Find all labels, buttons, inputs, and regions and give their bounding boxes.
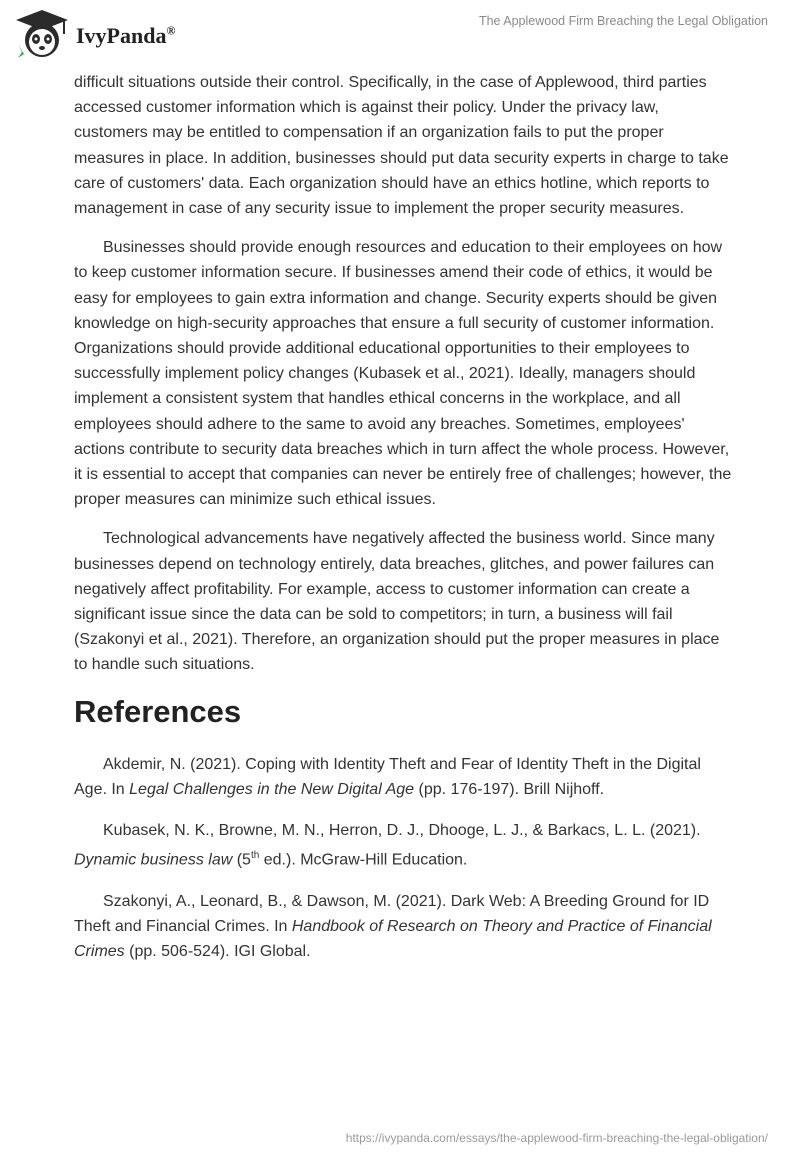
- reference-szakonyi: Szakonyi, A., Leonard, B., & Dawson, M. (2021). Dark Web: A Breeding Ground for ID Theft and Financial Crimes. In Handbook of Research on Theory and Practice of Financial Crimes (pp. 506-524). IGI Global.: [74, 892, 712, 961]
- references-heading: References: [74, 693, 242, 729]
- brand-name: IvyPanda®: [76, 23, 176, 48]
- page-header: [0, 0, 800, 70]
- paragraph-1: difficult situations outside their control. Specifically, in the case of Applewood, third parties accessed customer information which is against their policy. Under the privacy law, customers may be entitled to compensation if an organization fails to put the proper measures in place. In addition, businesses should put data security experts in charge to take care of customers' data. Each organization should have an ethics hotline, which reports to management in case of any security issue to implement the proper security measures.: [74, 74, 729, 218]
- panda-graduate-icon: [14, 8, 70, 60]
- ivypanda-logo[interactable]: [14, 8, 214, 60]
- essay-content: [74, 70, 734, 980]
- reference-kubasek: Kubasek, N. K., Browne, M. N., Herron, D. J., Dhooge, L. J., & Barkacs, L. L. (2021). Dynamic business law (5th ed.). McGraw-Hill Education.: [74, 822, 701, 869]
- source-url[interactable]: https://ivypanda.com/essays/the-applewood-firm-breaching-the-legal-obligation/: [345, 1131, 768, 1145]
- document-title: The Applewood Firm Breaching the Legal Obligation: [478, 14, 768, 28]
- reference-akdemir: Akdemir, N. (2021). Coping with Identity Theft and Fear of Identity Theft in the Digital Age. In Legal Challenges in the New Digital Age (pp. 176-197). Brill Nijhoff.: [74, 755, 701, 798]
- paragraph-3: Technological advancements have negatively affected the business world. Since many businesses depend on technology entirely, data breaches, glitches, and power failures can negatively affect profitability. For example, access to customer information can create a significant issue since the data can be sold to competitors; in turn, a business will fail (Szakonyi et al., 2021). Therefore, an organization should put the proper measures in place to handle such situations.: [74, 530, 720, 674]
- paragraph-2: Businesses should provide enough resources and education to their employees on how to keep customer information secure. If businesses amend their code of ethics, it would be easy for employees to gain extra information and change. Security experts should be given knowledge on high-security approaches that ensure a full security of customer information. Organizations should provide additional educational opportunities to their employees to successfully implement policy changes (Kubasek et al., 2021). Ideally, managers should implement a consistent system that handles ethical concerns in the workplace, and all employees should adhere to the same to avoid any breaches. Sometimes, employees' actions contribute to security data breaches which in turn affect the whole process. However, it is essential to accept that companies can never be entirely free of challenges; however, the proper measures can minimize such ethical issues.: [74, 239, 732, 509]
